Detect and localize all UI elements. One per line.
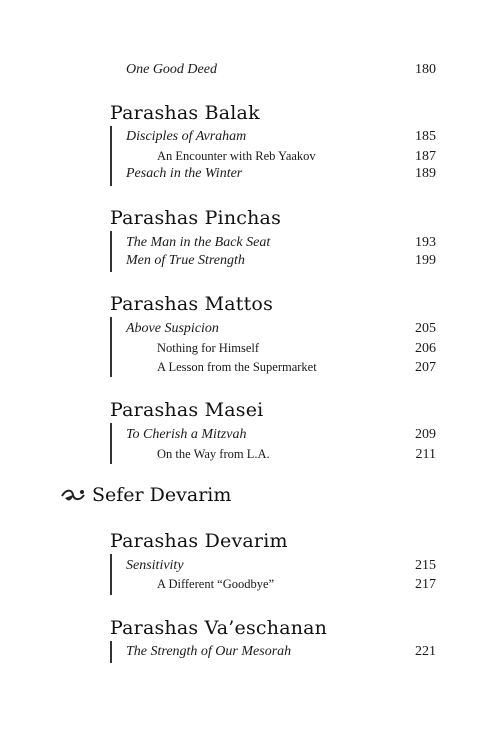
toc-entry-page: 189 xyxy=(415,166,436,181)
sefer-label: Sefer Devarim xyxy=(92,484,232,506)
fleuron-icon xyxy=(60,486,86,504)
section-heading-pinchas: Parashas Pinchas xyxy=(110,207,282,229)
toc-entry xyxy=(126,165,436,183)
section-heading-masei: Parashas Masei xyxy=(110,399,264,421)
toc-entry-page: 180 xyxy=(415,62,436,77)
toc-entry-title: Nothing for Himself xyxy=(157,341,260,355)
toc-entry-page: 207 xyxy=(415,360,436,375)
toc-entry-page: 206 xyxy=(415,341,436,356)
toc-entry-title: Pesach in the Winter xyxy=(126,166,243,181)
toc-entry xyxy=(126,128,436,146)
section-rule xyxy=(110,126,112,186)
toc-entry-page: 193 xyxy=(415,235,436,250)
section-rule xyxy=(110,641,112,663)
section-rule xyxy=(110,554,112,595)
toc-entry-title: A Different “Goodbye” xyxy=(157,577,275,591)
toc-entry-title: Above Suspicion xyxy=(126,321,219,336)
toc-entry-title: One Good Deed xyxy=(126,62,217,77)
toc-entry xyxy=(126,234,436,252)
toc-entry-page: 185 xyxy=(415,129,436,144)
toc-entry xyxy=(126,426,436,444)
toc-entry-title: Sensitivity xyxy=(126,558,184,573)
toc-entry-title: The Strength of Our Mesorah xyxy=(126,644,292,659)
toc-subentry xyxy=(157,445,436,464)
toc-entry-page: 205 xyxy=(415,321,436,336)
toc-entry xyxy=(126,320,436,338)
toc-entry-page: 187 xyxy=(415,149,436,164)
toc-entry-title: The Man in the Back Seat xyxy=(126,235,271,250)
section-rule xyxy=(110,423,112,464)
section-rule xyxy=(110,231,112,272)
toc-entry-title: Disciples of Avraham xyxy=(126,129,247,144)
toc-entry-page: 221 xyxy=(415,644,436,659)
toc-entry-title: To Cherish a Mitzvah xyxy=(126,427,247,442)
sefer-heading xyxy=(60,484,231,506)
toc-entry-title: A Lesson from the Supermarket xyxy=(157,360,317,374)
section-heading-mattos: Parashas Mattos xyxy=(110,293,274,315)
toc-entry-page: 211 xyxy=(415,447,436,462)
toc-subentry xyxy=(157,339,436,358)
toc-entry-page: 199 xyxy=(415,253,436,268)
section-heading-balak: Parashas Balak xyxy=(110,102,260,124)
toc-subentry xyxy=(157,358,436,377)
toc-entry-page: 217 xyxy=(415,577,436,592)
toc-entry-page: 215 xyxy=(415,558,436,573)
section-heading-devarim: Parashas Devarim xyxy=(110,530,288,552)
toc-entry xyxy=(126,557,436,575)
toc-entry-title: Men of True Strength xyxy=(126,253,245,268)
toc-subentry xyxy=(157,575,436,594)
section-rule xyxy=(110,317,112,377)
toc-entry xyxy=(126,61,436,79)
toc-entry xyxy=(126,643,436,661)
toc-subentry xyxy=(157,147,436,166)
toc-entry-title: An Encounter with Reb Yaakov xyxy=(157,149,316,163)
toc-entry-page: 209 xyxy=(415,427,436,442)
toc-entry-title: On the Way from L.A. xyxy=(157,447,270,461)
toc-entry xyxy=(126,252,436,270)
section-heading-vaeschanan: Parashas Va’eschanan xyxy=(110,617,328,639)
